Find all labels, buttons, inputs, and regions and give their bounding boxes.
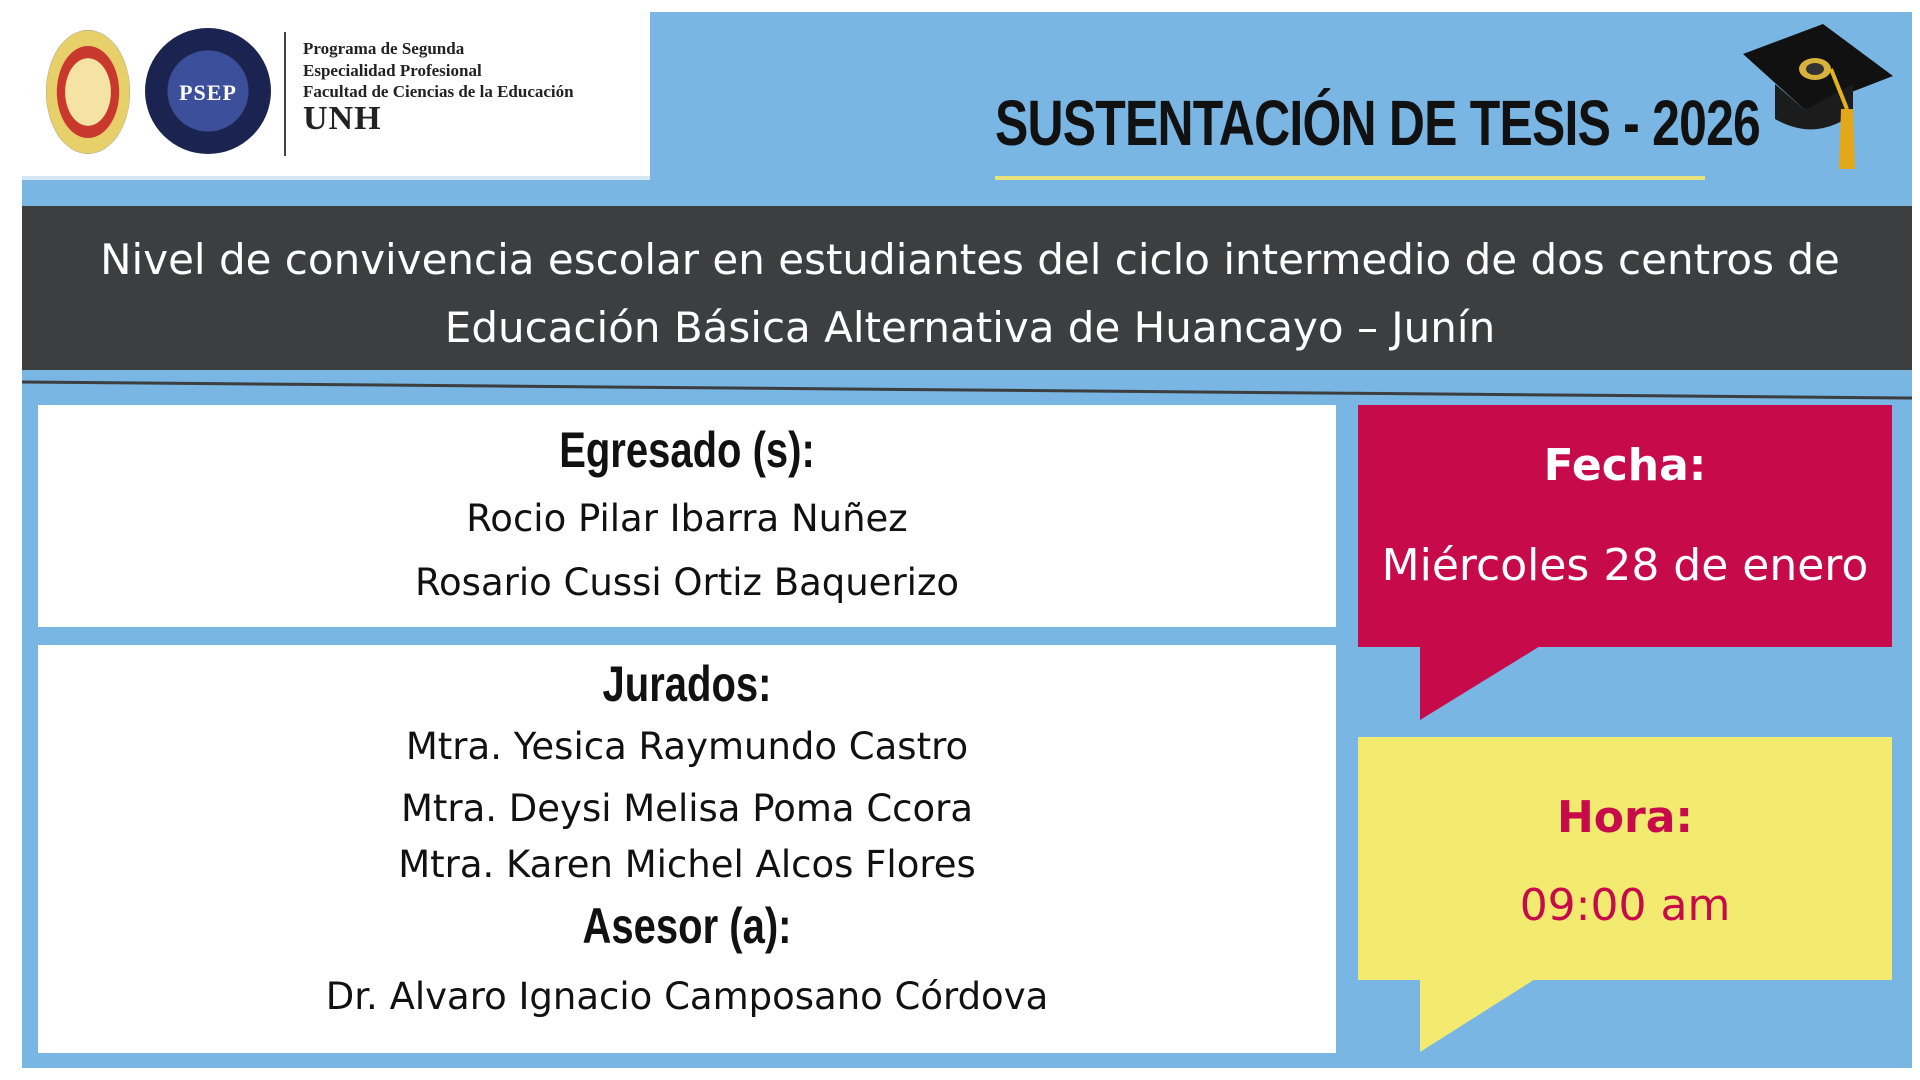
asesor-name: Dr. Alvaro Ignacio Camposano Córdova — [325, 975, 1049, 1018]
asesor-heading: Asesor (a): — [582, 898, 792, 954]
separator-line — [22, 380, 1912, 400]
unh-seal-icon — [46, 30, 130, 154]
jurados-card — [38, 645, 1336, 1053]
egresados-heading: Egresado (s): — [559, 422, 815, 478]
thesis-title — [60, 226, 1880, 362]
fecha-bubble-tail — [1420, 640, 1550, 720]
hora-value: 09:00 am — [1519, 880, 1731, 931]
event-title: SUSTENTACIÓN DE TESIS - 2026 — [995, 87, 1761, 159]
logo-divider — [284, 32, 286, 156]
egresado-name-1: Rocio Pilar Ibarra Nuñez — [466, 497, 908, 540]
graduation-cap-icon — [1735, 14, 1895, 174]
hora-bubble — [1358, 737, 1892, 980]
org-line-1: Programa de Segunda — [303, 39, 465, 58]
egresados-card — [38, 405, 1336, 627]
jurado-name-1: Mtra. Yesica Raymundo Castro — [405, 725, 969, 768]
hora-label: Hora: — [1556, 792, 1694, 843]
egresado-name-2: Rosario Cussi Ortiz Baquerizo — [414, 561, 959, 604]
org-short-name: UNH — [303, 100, 382, 137]
psep-logo-text: PSEP — [179, 80, 237, 105]
title-underline — [995, 176, 1705, 180]
psep-seal-icon — [145, 28, 271, 154]
fecha-value: Miércoles 28 de enero — [1381, 540, 1869, 591]
fecha-label: Fecha: — [1543, 440, 1707, 491]
jurado-name-2: Mtra. Deysi Melisa Poma Ccora — [400, 787, 974, 830]
org-line-3: Facultad de Ciencias de la Educación — [303, 82, 574, 101]
thesis-title-line-1: Nivel de convivencia escolar en estudiantes del ciclo intermedio de dos centros de — [100, 235, 1840, 284]
thesis-title-line-2: Educación Básica Alternativa de Huancayo – Junín — [444, 303, 1496, 352]
org-name — [303, 38, 574, 103]
hora-bubble-tail — [1420, 976, 1540, 1052]
jurado-name-3: Mtra. Karen Michel Alcos Flores — [398, 843, 976, 886]
jurados-heading: Jurados: — [602, 656, 772, 712]
org-line-2: Especialidad Profesional — [303, 60, 482, 80]
